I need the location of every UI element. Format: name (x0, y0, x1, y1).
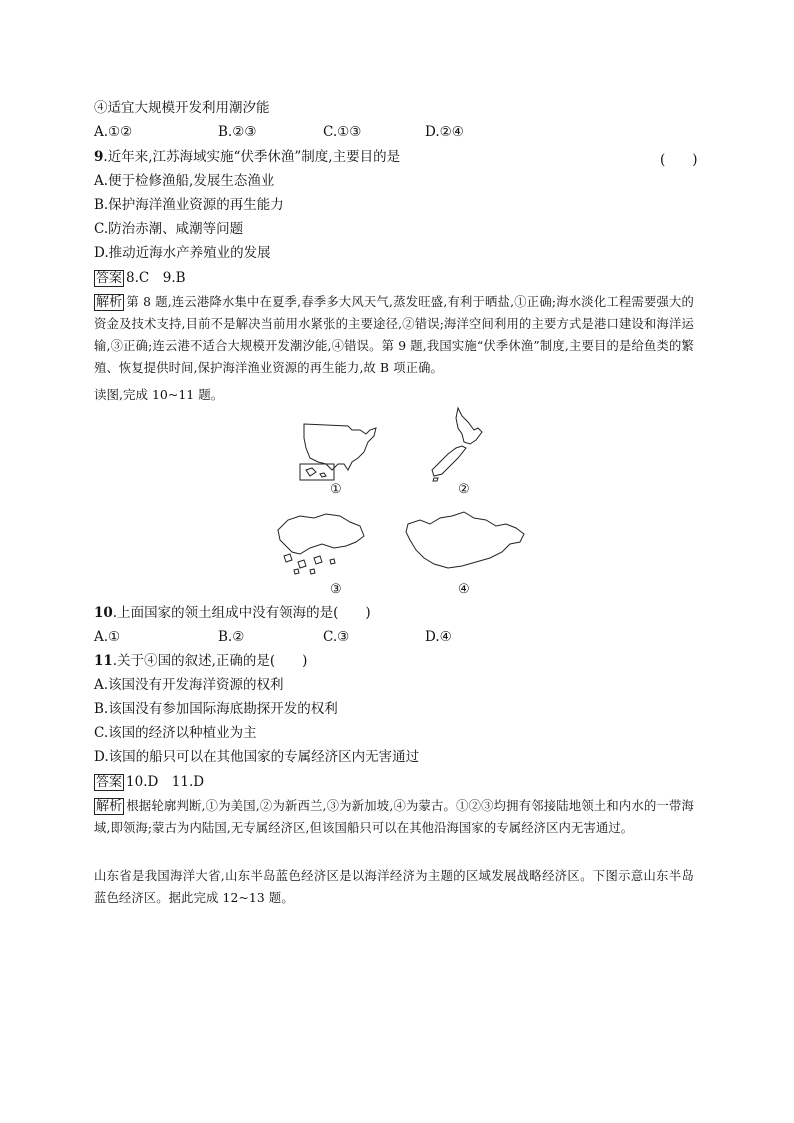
map-usa (298, 418, 380, 482)
map-label-1: ① (330, 482, 342, 497)
q9-option-b[interactable]: B.保护海洋渔业资源的再生能力 (94, 197, 284, 213)
analysis-text: 第 8 题,连云港降水集中在夏季,春季多大风天气,蒸发旺盛,有利于晒盐,①正确;海水淡化工程需要强大的资金及技术支持,目前不是解决当前用水紧张的主要途径,②错误;海洋空间利用的主要方式是港口建设和海洋运输,③正确;连云港不适合大规模开发潮汐能,④错误。第 9 题,我国实施“伏季休渔”制度,主要目的是给鱼类的繁殖、恢复提供时间,保护海洋渔业资源的再生能力,故 B 项正确。 (94, 295, 694, 375)
map-new-zealand (428, 404, 490, 482)
q10-option-c[interactable]: C.③ (323, 629, 350, 645)
answer-tag-2: 答案 (96, 775, 123, 790)
q10-stem-text: .上面国家的领土组成中没有领海的是( ) (112, 605, 371, 621)
q10-option-d[interactable]: D.④ (425, 629, 452, 645)
q9-number: 9 (94, 149, 104, 165)
answer-text-2: 10.D 11.D (126, 774, 205, 790)
q10-stem (94, 604, 371, 622)
map-mongolia (404, 510, 528, 572)
analysis-8-9 (94, 291, 694, 379)
analysis-text-2: 根据轮廓判断,①为美国,②为新西兰,③为新加坡,④为蒙古。①②③均拥有邻接陆地领土和内水的一带海域,即领海;蒙古为内陆国,无专属经济区,但该国船只可以在其他沿海国家的专属经济区内无害通过。 (94, 799, 694, 835)
analysis-10-11 (94, 795, 694, 839)
q10-number: 10 (94, 605, 113, 621)
answer-8-9 (94, 269, 186, 287)
q10-option-a[interactable]: A.① (94, 629, 121, 645)
map-label-2: ② (458, 482, 470, 497)
q8-option-b[interactable]: B.②③ (218, 124, 257, 140)
analysis-tag: 解析 (96, 295, 123, 310)
analysis-tag-2: 解析 (96, 799, 123, 814)
q9-stem-text: .近年来,江苏海域实施“伏季休渔”制度,主要目的是 (103, 149, 401, 165)
q11-option-b[interactable]: B.该国没有参加国际海底勘探开发的权利 (94, 701, 338, 717)
answer-tag: 答案 (96, 271, 123, 286)
intro-12-13: 山东省是我国海洋大省,山东半岛蓝色经济区是以海洋经济为主题的区域发展战略经济区。下图示意山东半岛蓝色经济区。据此完成 12~13 题。 (94, 869, 694, 905)
q11-number: 11 (94, 653, 113, 669)
answer-text: 8.C 9.B (126, 270, 186, 286)
q11-option-a[interactable]: A.该国没有开发海洋资源的权利 (94, 677, 284, 693)
q8-option-c[interactable]: C.①③ (323, 124, 362, 140)
q8-item-4: ④适宜大规模开发利用潮汐能 (94, 100, 270, 116)
q11-stem (94, 652, 307, 670)
q10-option-b[interactable]: B.② (218, 629, 245, 645)
q11-option-c[interactable]: C.该国的经济以种植业为主 (94, 725, 257, 741)
q8-option-a[interactable]: A.①② (94, 124, 133, 140)
q9-option-a[interactable]: A.便于检修渔船,发展生态渔业 (94, 173, 275, 189)
q9-answer-paren: ( ) (660, 152, 698, 168)
map-label-4: ④ (458, 582, 470, 597)
intro-10-11: 读图,完成 10~11 题。 (94, 387, 224, 402)
q8-option-d[interactable]: D.②④ (425, 124, 464, 140)
q9-stem (94, 148, 400, 166)
map-label-3: ③ (330, 582, 342, 597)
q9-option-c[interactable]: C.防治赤潮、咸潮等问题 (94, 221, 244, 237)
map-singapore (270, 508, 370, 580)
q11-stem-text: .关于④国的叙述,正确的是( ) (112, 653, 308, 669)
answer-10-11 (94, 773, 204, 791)
q9-option-d[interactable]: D.推动近海水产养殖业的发展 (94, 245, 271, 261)
q11-option-d[interactable]: D.该国的船只可以在其他国家的专属经济区内无害通过 (94, 749, 420, 765)
